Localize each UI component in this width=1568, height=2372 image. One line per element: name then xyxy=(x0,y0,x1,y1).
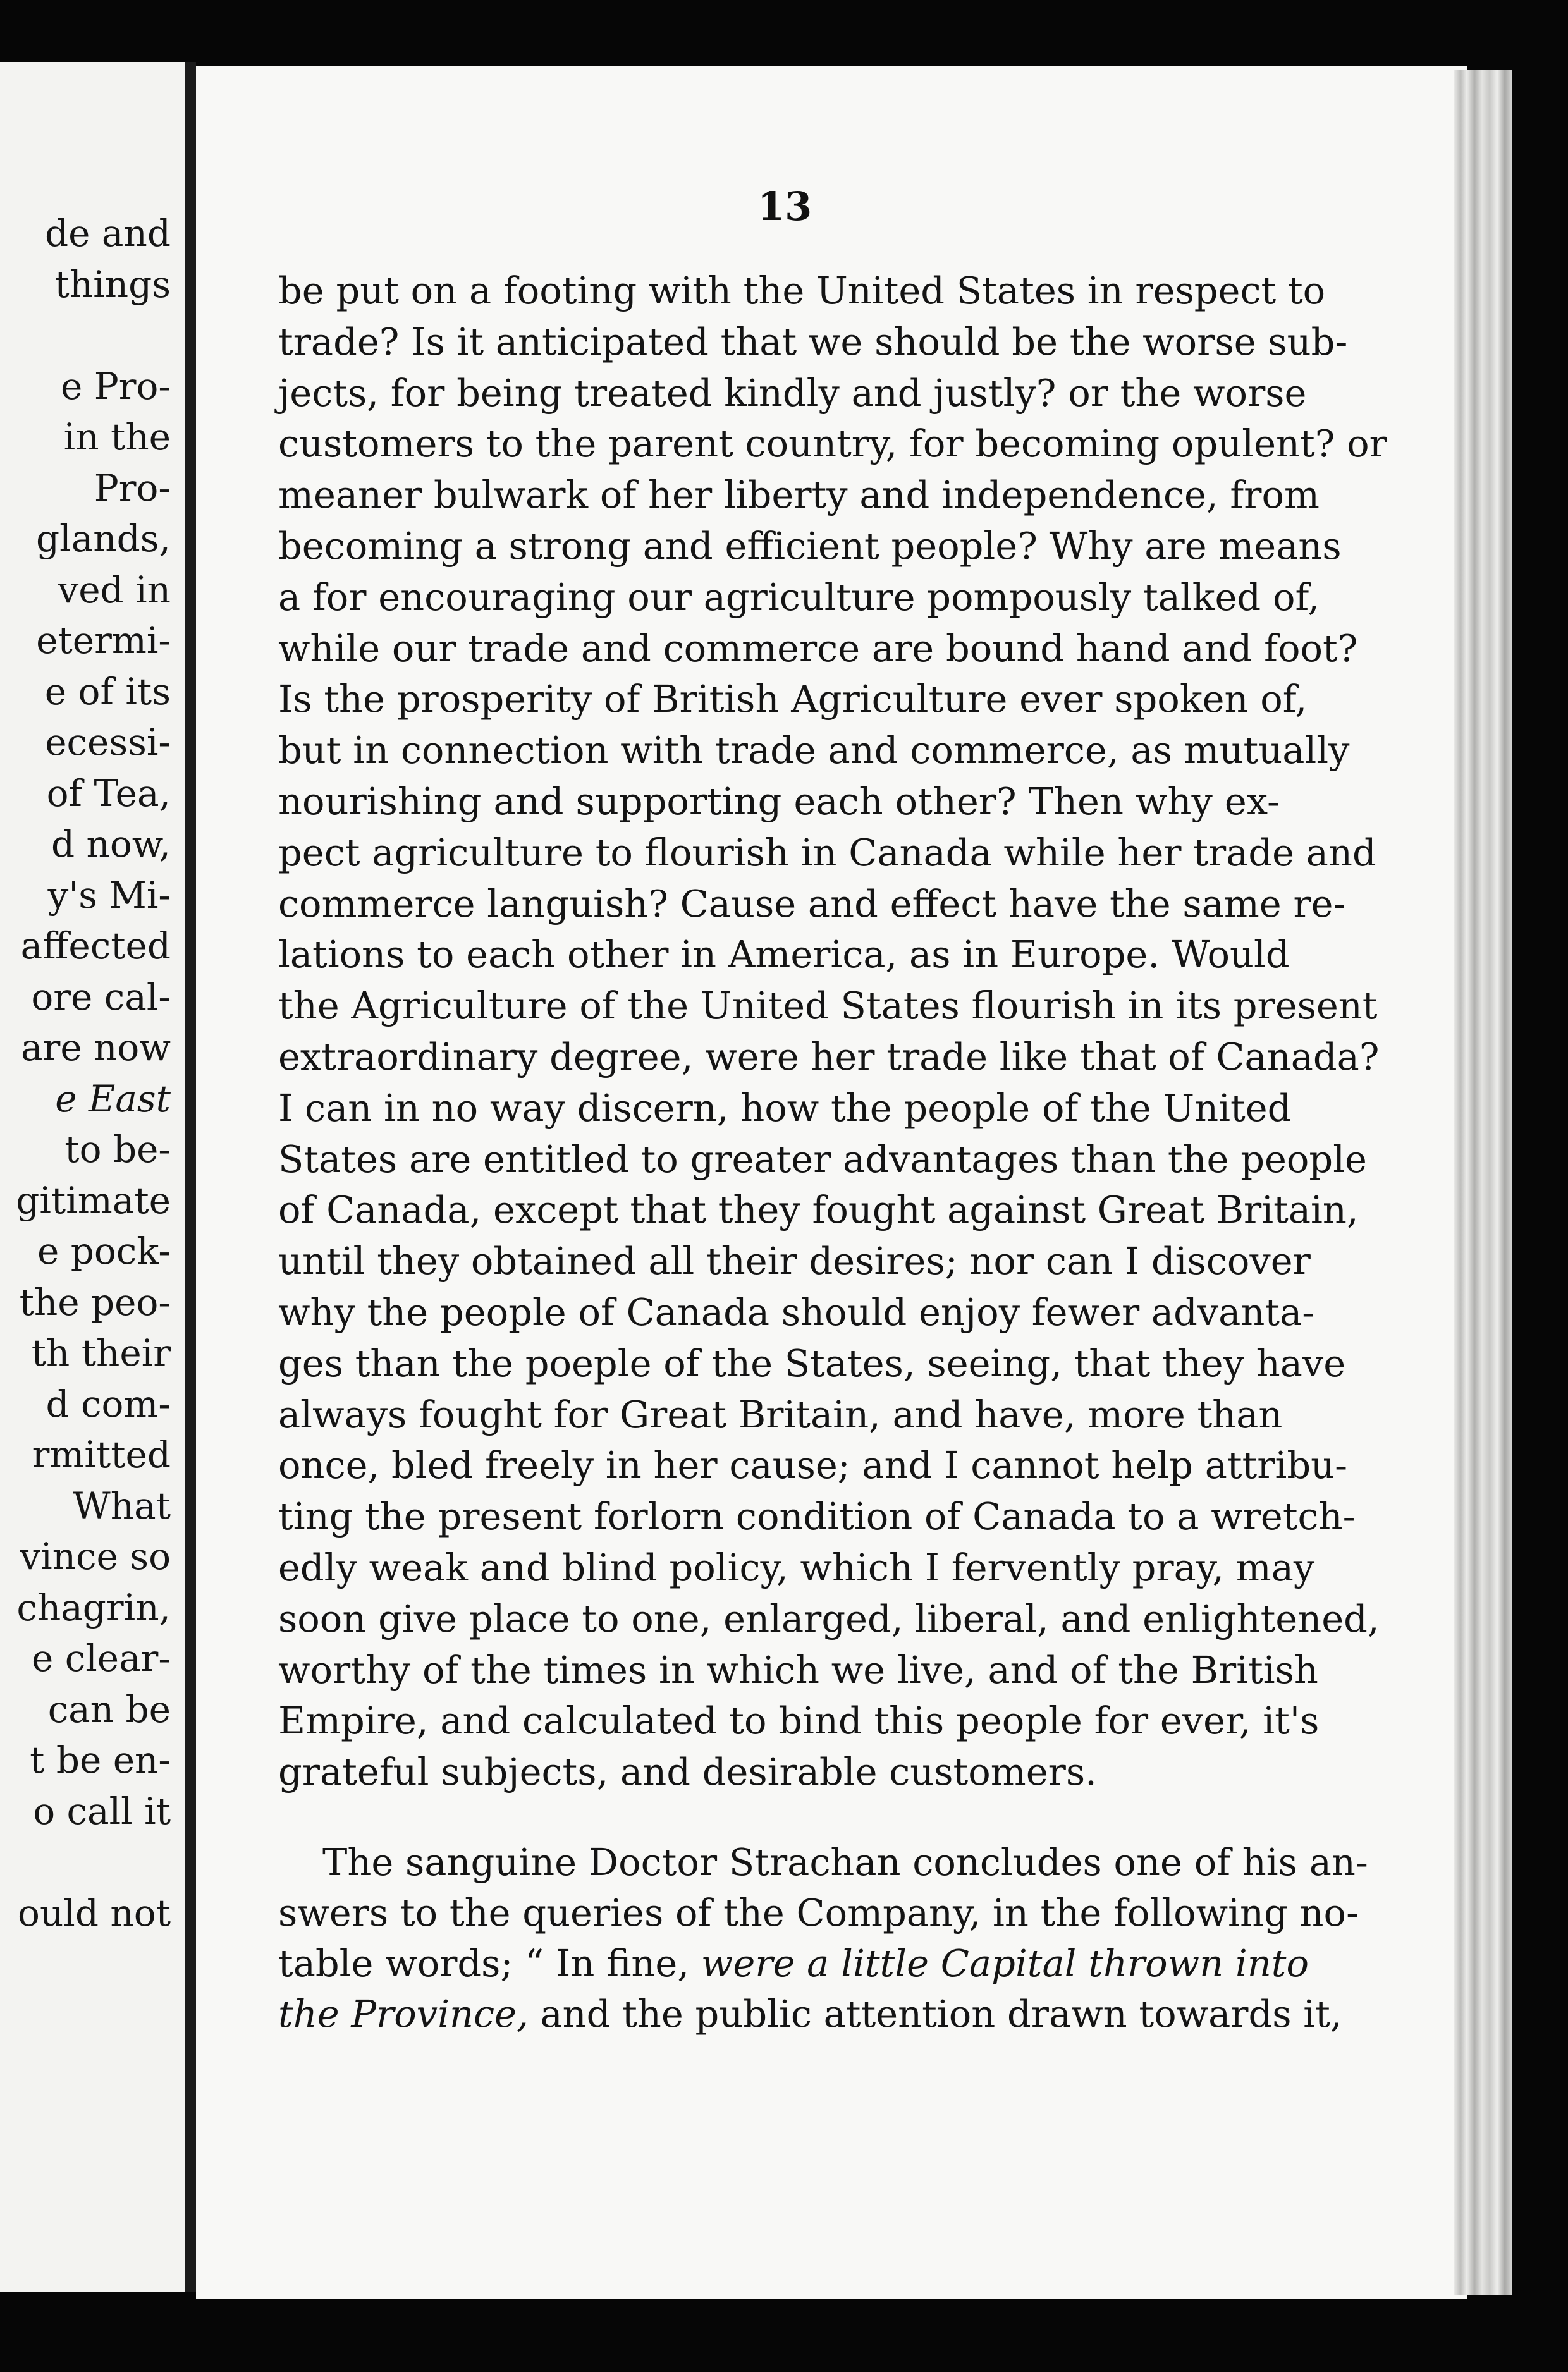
body-line: extraordinary degree, were her trade like that of Canada? xyxy=(278,1035,1380,1079)
verso-line: ecessi- xyxy=(45,721,171,764)
verso-line: glands, xyxy=(36,517,171,560)
body-line: soon give place to one, enlarged, liberal, and enlightened, xyxy=(278,1596,1380,1641)
verso-line: th their xyxy=(31,1331,171,1374)
verso-line: d now, xyxy=(51,822,171,865)
body-line: Is the prosperity of British Agriculture ever spoken of, xyxy=(278,677,1308,721)
body-line: ges than the poeple of the States, seeing, that they have xyxy=(278,1341,1346,1385)
verso-gutter xyxy=(185,62,196,2292)
body-line: a for encouraging our agriculture pompously talked of, xyxy=(278,575,1320,619)
body-line: but in connection with trade and commerce, as mutually xyxy=(278,728,1350,773)
verso-line: What xyxy=(73,1484,171,1527)
verso-line: Pro- xyxy=(94,466,171,510)
body-line: be put on a footing with the United States in respect to xyxy=(278,269,1326,312)
body-line: trade? Is it anticipated that we should be the worse sub- xyxy=(278,319,1348,364)
body-line: Empire, and calculated to bind this people for ever, it's xyxy=(278,1699,1320,1743)
verso-line: ould not xyxy=(18,1891,171,1935)
body-line: I can in no way discern, how the people of the United xyxy=(278,1085,1292,1130)
body-line: pect agriculture to flourish in Canada while her trade and xyxy=(278,830,1376,874)
verso-line: in the xyxy=(63,415,171,458)
body-line: the Agriculture of the United States flourish in its present xyxy=(278,984,1378,1028)
verso-line: chagrin, xyxy=(16,1586,171,1629)
body-line: lations to each other in America, as in Europe. Would xyxy=(278,932,1290,977)
line-4-roman: and the public attention drawn towards it, xyxy=(528,1992,1342,2036)
verso-line: e East xyxy=(55,1077,171,1120)
body-line: of Canada, except that they fought against Great Britain, xyxy=(278,1188,1359,1232)
verso-line: de and xyxy=(45,212,171,255)
verso-line: e pock- xyxy=(37,1230,171,1273)
line-4-italic: the Province, xyxy=(278,1992,529,2036)
verso-line: t be en- xyxy=(30,1739,171,1782)
verso-line: d com- xyxy=(46,1382,171,1426)
body-line: until they obtained all their desires; nor can I discover xyxy=(278,1239,1311,1283)
verso-line: etermi- xyxy=(36,619,171,662)
verso-line: e clear- xyxy=(31,1637,171,1680)
verso-line: vince so xyxy=(20,1535,171,1578)
verso-line: the peo- xyxy=(19,1280,171,1324)
paragraph-2-line-2: swers to the queries of the Company, in the following no- xyxy=(278,1891,1359,1935)
body-line: worthy of the times in which we live, and of the British xyxy=(278,1648,1318,1692)
body-line: nourishing and supporting each other? Then why ex- xyxy=(278,779,1280,823)
paragraph-2-line-1: The sanguine Doctor Strachan concludes one of his an- xyxy=(322,1840,1368,1884)
verso-line: are now xyxy=(21,1026,171,1069)
body-line: always fought for Great Britain, and have, more than xyxy=(278,1392,1283,1436)
verso-line: of Tea, xyxy=(46,771,171,815)
verso-line: e Pro- xyxy=(60,364,171,408)
body-line: meaner bulwark of her liberty and independence, from xyxy=(278,473,1320,517)
verso-line: o call it xyxy=(33,1789,171,1833)
line-3-roman: table words; “ In fine, xyxy=(278,1941,701,1985)
body-line: while our trade and commerce are bound hand and foot? xyxy=(278,626,1358,670)
verso-line: things xyxy=(54,262,171,306)
body-line: jects, for being treated kindly and justly? or the worse xyxy=(278,370,1307,415)
verso-line: ved in xyxy=(58,568,171,611)
page-edge-stack xyxy=(1454,70,1512,2295)
verso-line: can be xyxy=(47,1687,171,1731)
verso-line: e of its xyxy=(44,669,171,713)
paragraph-2-line-3 xyxy=(278,1941,1309,1985)
body-line: edly weak and blind policy, which I fervently pray, may xyxy=(278,1546,1315,1589)
verso-line: ore cal- xyxy=(31,975,171,1018)
body-line: ting the present forlorn condition of Canada to a wretch- xyxy=(278,1495,1356,1539)
body-line: States are entitled to greater advantages than the people xyxy=(278,1137,1367,1181)
paragraph-2-line-4 xyxy=(278,1992,1342,2036)
page-number: 13 xyxy=(757,183,812,229)
body-line: becoming a strong and efficient people? Why are means xyxy=(278,524,1342,568)
line-3-italic: were a little Capital thrown into xyxy=(701,1941,1309,1985)
body-line: why the people of Canada should enjoy fewer advanta- xyxy=(278,1290,1315,1334)
body-line: customers to the parent country, for becoming opulent? or xyxy=(278,422,1387,466)
body-line: once, bled freely in her cause; and I cannot help attribu- xyxy=(278,1443,1348,1488)
verso-line: to be- xyxy=(64,1128,171,1171)
verso-line: gitimate xyxy=(16,1178,171,1222)
body-line: commerce languish? Cause and effect have the same re- xyxy=(278,881,1346,926)
body-line: grateful subjects, and desirable customers. xyxy=(278,1750,1097,1794)
verso-page xyxy=(0,62,185,2292)
verso-line: affected xyxy=(20,924,171,967)
verso-line: rmitted xyxy=(32,1433,171,1476)
verso-line: y's Mi- xyxy=(47,873,171,917)
